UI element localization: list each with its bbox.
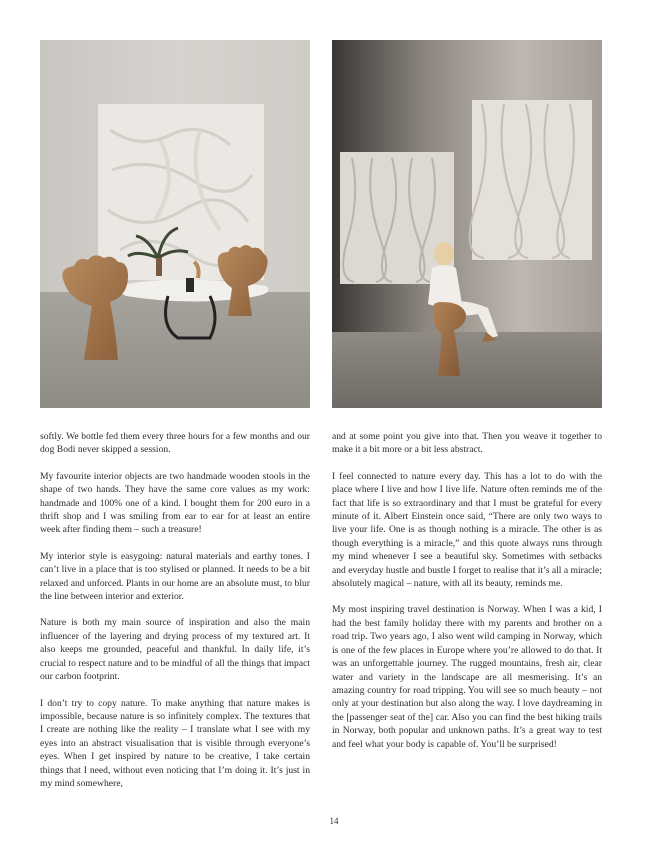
paragraph: and at some point you give into that. Then you weave it together to make it a bit more or a bit less abstract.	[332, 431, 602, 456]
paragraph: My most inspiring travel destination is Norway. When I was a kid, I had the best family holiday there with my parents and brother on a road trip. Two years ago, I also went wild camping in Norway, which is one of the few places in Europe where you’re allowed to do that. It was an unforgettable journey. The rugged mountains, fresh air, clear water and variety in the landscape are all mesmerising. It’s an amazing country for road tripping. You will see so much beauty – not only at your destination but also along the way. I love daydreaming in the [passenger seat of the] car. Also you can find the best hiking trails in Norway, both popular and unknown paths. It’s a great way to test and feel what your body is capable of. You’ll be surprised!	[332, 604, 602, 750]
paragraph: My interior style is easygoing: natural materials and earthy tones. I can’t live in a place that is too stylised or planned. It needs to be a bit relaxed and unforced. Plants in our home are an absolute must, to blur the line between interior and exterior.	[40, 550, 310, 603]
article-column-left	[40, 430, 310, 803]
article-column-right	[332, 430, 602, 764]
paragraph: I feel connected to nature every day. This has a lot to do with the place where I live and how I live life. Nature often reminds me of the fact that life is so extraordinary and that I must be grateful for every minute of it. Albert Einstein once said, “There are only two ways to live your life. One is as though nothing is a miracle. The other is as though everything is a miracle,” and this quote always runs through my mind whenever I see a beautiful sky. Sometimes with setbacks and everyday hustle and bustle I forget to realise that it’s all a miracle; absolutely magical – nature, with all its beauty, reminds me.	[332, 470, 602, 590]
paragraph: My favourite interior objects are two handmade wooden stools in the shape of two hands. They have the same core values as my work: handmade and 100% one of a kind. I bought them for 200 euro in a thrift shop and I was smiling from ear to ear for at least an entire week after finding them – such a treasure!	[40, 470, 310, 536]
interior-photo-left	[40, 40, 310, 408]
paragraph: Nature is both my main source of inspiration and also the main influencer of the layering and drying process of my textured art. It also keeps me grounded, peaceful and thankful. In daily life, it’s crucial to respect nature and to be mindful of all the things that impact our carbon footprint.	[40, 617, 310, 683]
portrait-photo-icon	[332, 40, 602, 408]
paragraph: softly. We bottle fed them every three hours for a few months and our dog Bodi never skipped a session.	[40, 431, 310, 456]
interior-photo-icon	[40, 40, 310, 408]
page-number: 14	[329, 816, 339, 826]
paragraph: I don’t try to copy nature. To make anything that nature makes is impossible, because nature is so infinitely complex. The textures that I create are nothing like the reality – I translate what I see with my eyes into an abstract visualisation that is visible through everyone’s eyes. When I get inspired by nature to be creative, I take certain things that I need, without even noticing that I’m doing it. It’s just in my mind somewhere,	[40, 697, 310, 789]
portrait-photo-right	[332, 40, 602, 408]
